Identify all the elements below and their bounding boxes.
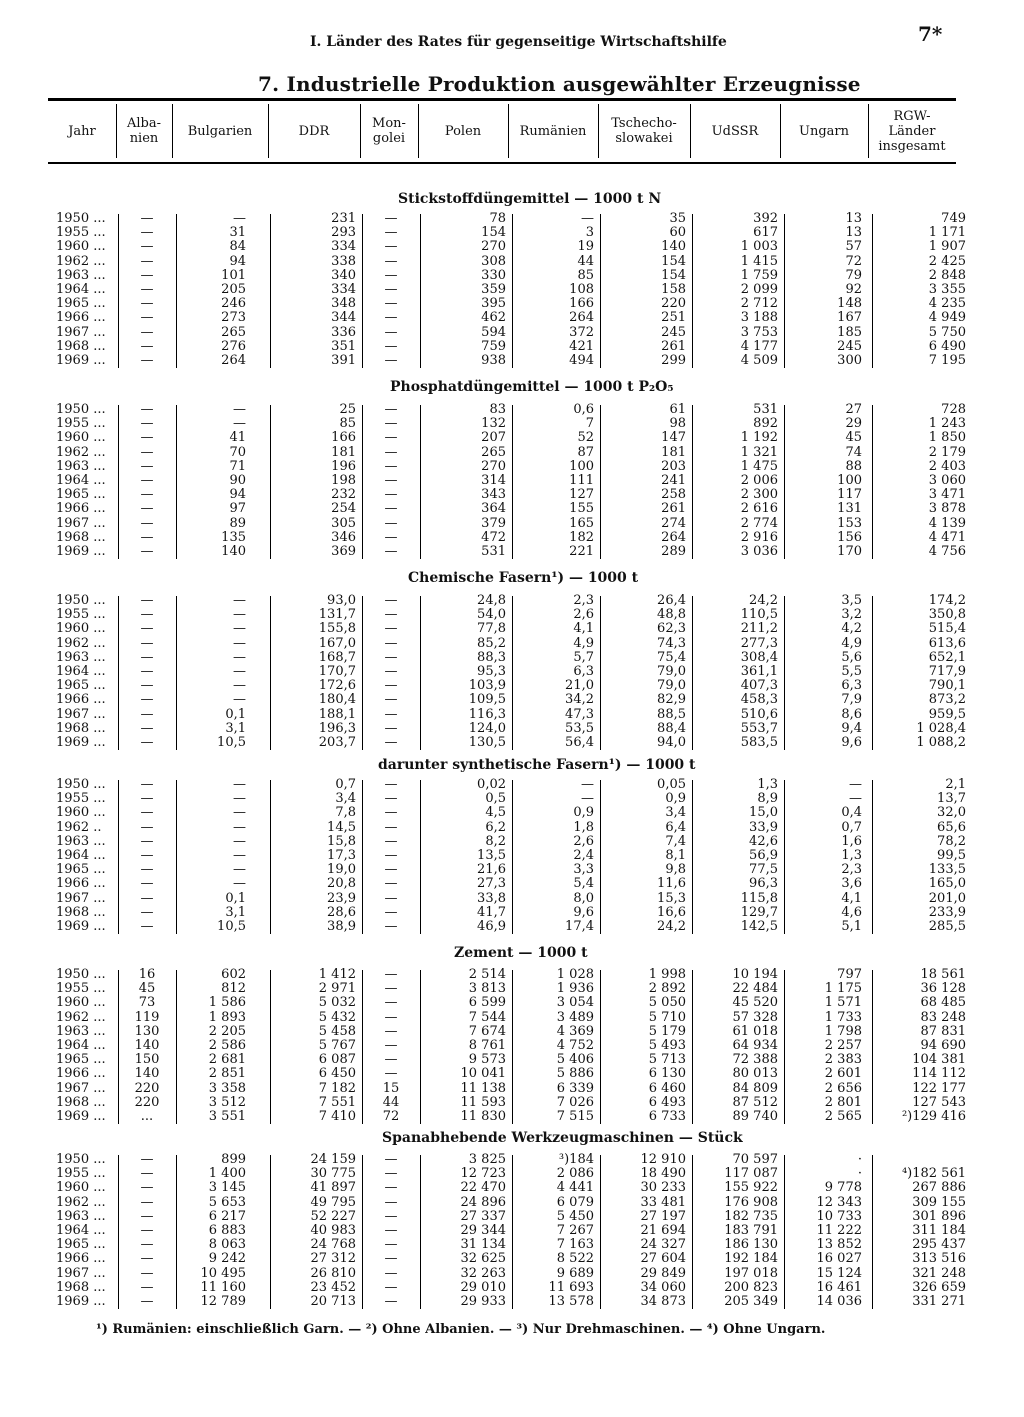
column-divider [176,970,177,1124]
column-values-albanien: — — — — — — — — — — — [140,211,154,369]
column-divider [784,596,785,750]
column-divider [692,780,693,934]
running-head: I. Länder des Rates für gegenseitige Wirtschaftshilfe [310,34,727,50]
column-values-ungarn: 13 13 57 72 79 92 148 167 185 245 300 [837,211,862,369]
column-values-udssr: 1,3 8,9 15,0 33,9 42,6 56,9 77,5 96,3 115,8 129,7 142,5 [740,777,778,935]
column-divider [784,970,785,1124]
column-divider [872,596,873,750]
column-divider [118,214,119,368]
column-values-bulgarien: 899 1 400 3 145 5 653 6 217 6 883 8 063 9 242 10 495 11 160 12 789 [200,1152,246,1310]
column-values-mongolei: — — — — — — — — — — — [384,1152,398,1310]
column-values-tschechoslowakei: 0,05 0,9 3,4 6,4 7,4 8,1 9,8 11,6 15,3 16,6 24,2 [657,777,686,935]
column-values-rgw: 174,2 350,8 515,4 613,6 652,1 717,9 790,1 873,2 959,5 1 028,4 1 088,2 [916,593,966,751]
column-divider [512,596,513,750]
column-values-udssr: 10 194 22 484 45 520 57 328 61 018 64 934 72 388 80 013 84 809 87 512 89 740 [732,967,778,1125]
column-divider [362,780,363,934]
column-values-tschechoslowakei: 1 998 2 892 5 050 5 710 5 179 5 493 5 713 6 130 6 460 6 493 6 733 [648,967,686,1125]
column-values-tschechoslowakei: 26,4 48,8 62,3 74,3 75,4 79,0 79,0 82,9 88,5 88,4 94,0 [657,593,686,751]
page-title: 7. Industrielle Produktion ausgewählter Erzeugnisse [258,72,861,96]
column-header-albanien: Alba- nien [126,116,161,146]
column-values-rgw: 728 1 243 1 850 2 179 2 403 3 060 3 471 3 878 4 139 4 471 4 756 [928,402,966,560]
column-values-ddr: 0,7 3,4 7,8 14,5 15,8 17,3 19,0 20,8 23,9 28,6 38,9 [327,777,356,935]
column-values-bulgarien: — — — — — — — — 0,1 3,1 10,5 [217,777,246,935]
column-values-polen: 3 825 12 723 22 470 24 896 27 337 29 344 31 134 32 625 32 263 29 010 29 933 [460,1152,506,1310]
column-header-rgw: RGW- Länder insgesamt [878,108,946,154]
column-values-bulgarien: — 31 84 94 101 205 246 273 265 276 264 [221,211,246,369]
column-divider [600,214,601,368]
column-values-rgw: ⁴)182 561 267 886 309 155 301 896 311 184 295 437 313 516 321 248 326 659 331 271 [901,1166,966,1310]
column-divider [362,405,363,559]
column-values-mongolei: — — — — — — — — 15 44 72 [382,967,400,1125]
column-values-bulgarien: — — 41 70 71 90 94 97 89 135 140 [221,402,246,560]
column-values-years: 1950 ... 1955 ... 1960 ... 1962 ... 1963 ... 1964 ... 1965 ... 1966 ... 1967 ... 1968 ... 1969 ... [56,593,106,751]
footnote: ¹) Rumänien: einschließlich Garn. — ²) Ohne Albanien. — ³) Nur Drehmaschinen. — ⁴) Ohne Ungarn. [96,1322,826,1337]
column-values-udssr: 24,2 110,5 211,2 277,3 308,4 361,1 407,3 458,3 510,6 553,7 583,5 [740,593,778,751]
column-values-mongolei: — — — — — — — — — — — [384,593,398,751]
column-values-rumaenien: 2,3 2,6 4,1 4,9 5,7 6,3 21,0 34,2 47,3 53,5 56,4 [565,593,594,751]
column-divider [118,780,119,934]
column-header-polen: Polen [444,123,482,139]
column-values-rgw: 749 1 171 1 907 2 425 2 848 3 355 4 235 4 949 5 750 6 490 7 195 [928,211,966,369]
column-values-tschechoslowakei: 61 98 147 181 203 241 258 261 274 264 289 [661,402,686,560]
column-values-albanien: — — — — — — — — — — — [140,1152,154,1310]
column-divider [872,405,873,559]
column-divider [176,214,177,368]
section-title: darunter synthetische Fasern¹) — 1000 t [378,757,696,773]
column-divider [692,405,693,559]
column-divider [118,1155,119,1309]
column-divider [784,405,785,559]
column-divider [118,970,119,1124]
column-values-ungarn: 27 29 45 74 88 100 117 131 153 156 170 [837,402,862,560]
column-values-ddr: 93,0 131,7 155,8 167,0 168,7 170,7 172,6 180,4 188,1 196,3 203,7 [318,593,356,751]
column-divider [420,596,421,750]
column-values-rumaenien: — 3 19 44 85 108 166 264 372 421 494 [569,211,594,369]
column-values-polen: 2 514 3 813 6 599 7 544 7 674 8 761 9 573 10 041 11 138 11 593 11 830 [460,967,506,1125]
section-title: Chemische Fasern¹) — 1000 t [408,570,639,586]
column-values-mongolei: — — — — — — — — — — — [384,777,398,935]
column-values-polen: 24,8 54,0 77,8 85,2 88,3 95,3 103,9 109,5 116,3 124,0 130,5 [468,593,506,751]
column-values-udssr: 531 892 1 192 1 321 1 475 2 006 2 300 2 616 2 774 2 916 3 036 [740,402,778,560]
section-title: Stickstoffdüngemittel — 1000 t N [398,191,662,207]
column-divider [600,1155,601,1309]
page-number: 7* [918,22,943,46]
column-values-ddr: 231 293 334 338 340 334 348 344 336 351 391 [331,211,356,369]
column-values-mongolei: — — — — — — — — — — — [384,211,398,369]
column-values-years: 1950 ... 1955 ... 1960 ... 1962 ... 1963 ... 1964 ... 1965 ... 1966 ... 1967 ... 1968 ... 1969 ... [56,211,106,369]
column-divider [512,214,513,368]
column-divider [872,214,873,368]
column-divider [512,780,513,934]
column-values-years: 1950 ... 1955 ... 1960 ... 1962 ... 1963 ... 1964 ... 1965 ... 1966 ... 1967 ... 1968 ... 1969 ... [56,967,106,1125]
column-header-mongolei: Mon- golei [372,116,406,146]
column-header-rumaenien: Rumänien [519,123,587,139]
column-header-ungarn: Ungarn [799,123,849,139]
column-divider [118,596,119,750]
column-values-tschechoslowakei: 35 60 140 154 154 158 220 251 245 261 299 [661,211,686,369]
column-divider [176,780,177,934]
column-divider [600,596,601,750]
column-values-ddr: 24 159 30 775 41 897 49 795 52 227 40 983 24 768 27 312 26 810 23 452 20 713 [310,1152,356,1310]
column-divider [270,780,271,934]
column-divider [872,970,873,1124]
header-column-divider [116,104,117,158]
section-title: Zement — 1000 t [454,945,588,961]
column-divider [270,405,271,559]
column-values-bulgarien: — — — — — — — — 0,1 3,1 10,5 [217,593,246,751]
column-values-tschechoslowakei: 12 910 18 490 30 233 33 481 27 197 21 694 24 327 27 604 29 849 34 060 34 873 [640,1152,686,1310]
column-values-udssr: 70 597 117 087 155 922 176 908 182 735 183 791 186 130 192 184 197 018 200 823 205 349 [724,1152,778,1310]
column-divider [270,596,271,750]
column-values-years: 1950 ... 1955 ... 1960 ... 1962 ... 1963 ... 1964 ... 1965 ... 1966 ... 1967 ... 1968 ... 1969 ... [56,402,106,560]
column-values-ddr: 1 412 2 971 5 032 5 432 5 458 5 767 6 087 6 450 7 182 7 551 7 410 [318,967,356,1125]
column-values-bulgarien: 602 812 1 586 1 893 2 205 2 586 2 681 2 851 3 358 3 512 3 551 [208,967,246,1125]
header-column-divider [868,104,869,158]
column-header-tschechoslowakei: Tschecho- slowakei [611,116,677,146]
column-divider [176,1155,177,1309]
column-divider [270,214,271,368]
column-header-bulgarien: Bulgarien [187,123,253,139]
column-values-rumaenien: ³)184 2 086 4 441 6 079 5 450 7 267 7 163 8 522 9 689 11 693 13 578 [548,1152,594,1310]
column-values-rgw: 18 561 36 128 68 485 83 248 87 831 94 690 104 381 114 112 122 177 127 543 ²)129 416 [901,967,966,1125]
column-values-albanien: — — — — — — — — — — — [140,593,154,751]
column-divider [270,970,271,1124]
header-column-divider [598,104,599,158]
column-divider [362,596,363,750]
column-divider [600,970,601,1124]
column-values-polen: 83 132 207 265 270 314 343 364 379 472 531 [481,402,506,560]
header-column-divider [780,104,781,158]
header-column-divider [172,104,173,158]
header-column-divider [508,104,509,158]
column-divider [512,970,513,1124]
column-values-albanien: — — — — — — — — — — — [140,777,154,935]
header-column-divider [690,104,691,158]
column-divider [692,1155,693,1309]
column-divider [784,214,785,368]
column-divider [692,596,693,750]
column-divider [872,1155,873,1309]
header-column-divider [360,104,361,158]
column-divider [692,970,693,1124]
column-divider [872,780,873,934]
column-values-ddr: 25 85 166 181 196 198 232 254 305 346 369 [331,402,356,560]
column-divider [362,1155,363,1309]
column-divider [176,596,177,750]
section-title: Spanabhebende Werkzeugmaschinen — Stück [382,1130,743,1146]
column-divider [512,1155,513,1309]
column-values-albanien: 16 45 73 119 130 140 150 140 220 220 ... [134,967,160,1125]
column-divider [420,214,421,368]
column-values-rumaenien: 0,6 7 52 87 100 111 127 155 165 182 221 [569,402,594,560]
column-header-jahr: Jahr [68,123,96,139]
header-column-divider [268,104,269,158]
column-divider [270,1155,271,1309]
column-divider [362,214,363,368]
column-divider [420,405,421,559]
column-divider [600,405,601,559]
column-values-years: 1950 ... 1955 ... 1960 ... 1962 .. 1963 ... 1964 ... 1965 ... 1966 ... 1967 ... 1968 ... 1969 ... [56,777,106,935]
column-divider [362,970,363,1124]
column-divider [784,780,785,934]
table-header-rule [48,162,956,164]
column-header-ddr: DDR [298,123,330,139]
column-divider [118,405,119,559]
column-values-years: 1950 ... 1955 ... 1960 ... 1962 ... 1963 ... 1964 ... 1965 ... 1966 ... 1967 ... 1968 ... 1969 ... [56,1152,106,1310]
column-values-polen: 0,02 0,5 4,5 6,2 8,2 13,5 21,6 27,3 33,8 41,7 46,9 [477,777,506,935]
column-values-mongolei: — — — — — — — — — — — [384,402,398,560]
column-divider [420,970,421,1124]
column-divider [784,1155,785,1309]
column-values-ungarn: — — 0,4 0,7 1,6 1,3 2,3 3,6 4,1 4,6 5,1 [841,777,862,935]
column-values-rgw: 2,1 13,7 32,0 65,6 78,2 99,5 133,5 165,0 201,0 233,9 285,5 [928,777,966,935]
column-values-albanien: — — — — — — — — — — — [140,402,154,560]
section-title: Phosphatdüngemittel — 1000 t P₂O₅ [390,379,674,395]
column-divider [692,214,693,368]
column-divider [600,780,601,934]
column-divider [512,405,513,559]
column-divider [176,405,177,559]
column-values-udssr: 392 617 1 003 1 415 1 759 2 099 2 712 3 188 3 753 4 177 4 509 [740,211,778,369]
column-values-ungarn: 3,5 3,2 4,2 4,9 5,6 5,5 6,3 7,9 8,6 9,4 9,6 [841,593,862,751]
header-column-divider [418,104,419,158]
column-values-rumaenien: 1 028 1 936 3 054 3 489 4 369 4 752 5 406 5 886 6 339 7 026 7 515 [556,967,594,1125]
column-divider [420,780,421,934]
column-values-ungarn: 797 1 175 1 571 1 733 1 798 2 257 2 383 2 601 2 656 2 801 2 565 [824,967,862,1125]
column-header-udssr: UdSSR [711,123,759,139]
column-values-ungarn: · · 9 778 12 343 10 733 11 222 13 852 16 027 15 124 16 461 14 036 [816,1152,862,1310]
column-values-polen: 78 154 270 308 330 359 395 462 594 759 938 [481,211,506,369]
column-values-rumaenien: — — 0,9 1,8 2,6 2,4 3,3 5,4 8,0 9,6 17,4 [565,777,594,935]
column-divider [420,1155,421,1309]
